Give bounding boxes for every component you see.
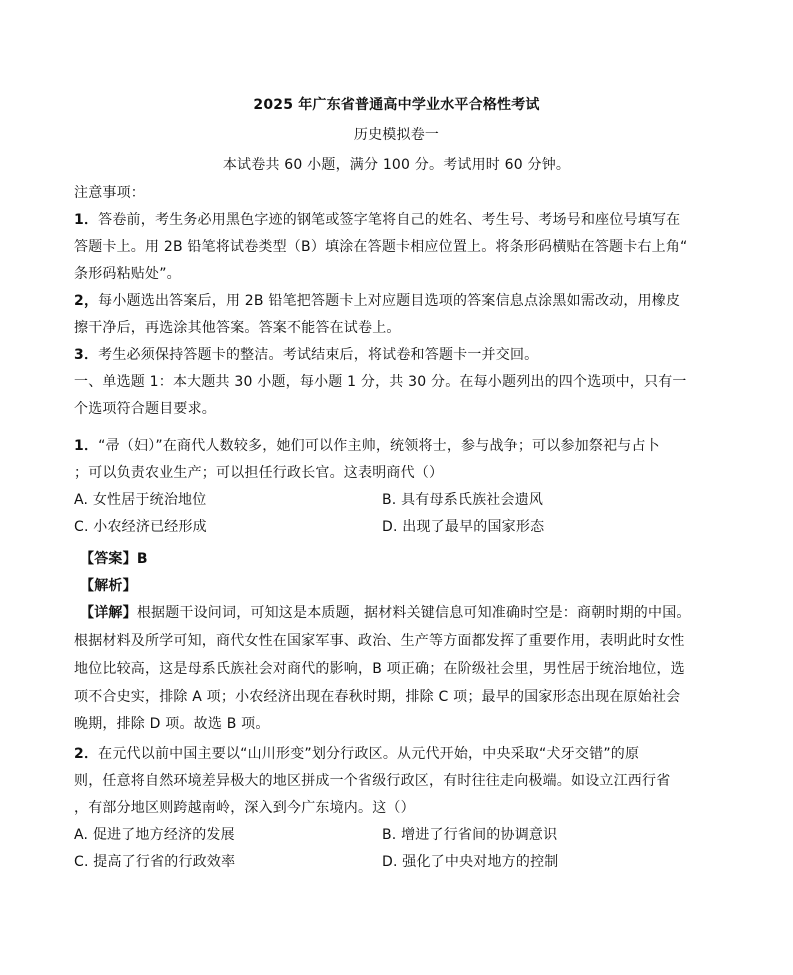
question-1-option-b: B. 具有母系氏族社会遗风 xyxy=(382,492,544,508)
answer-label: 【答案】 xyxy=(80,551,137,567)
question-1-stem-line-2: ；可以负责农业生产；可以担任行政长官。这表明商代（） xyxy=(74,465,444,481)
note-2-text: 每小题选出答案后，用 2B 铅笔把答题卡上对应题目选项的答案信息点涂黑如需改动，用橡皮 xyxy=(98,293,681,309)
detail-label: 【详解】 xyxy=(80,605,137,621)
question-2-number: 2． xyxy=(74,746,99,762)
question-1-stem-line-1 xyxy=(74,437,660,455)
note-1-number: 1． xyxy=(74,212,99,228)
detail-line-5: 晚期，排除 D 项。故选 B 项。 xyxy=(74,716,270,732)
question-2-option-c: C. 提高了行省的行政效率 xyxy=(74,854,236,870)
notes-heading: 注意事项： xyxy=(74,185,145,201)
note-3-number: 3． xyxy=(74,347,99,363)
note-3-line-1 xyxy=(74,346,538,364)
question-1-answer xyxy=(80,550,148,568)
note-1-text: 答卷前，考生务必用黑色字迹的钢笔或签字笔将自己的姓名、考生号、考场号和座位号填写在 xyxy=(98,212,681,228)
note-3-text: 考生必须保持答题卡的整洁。考试结束后，将试卷和答题卡一并交回。 xyxy=(98,347,539,363)
question-2-stem: 在元代以前中国主要以“山川形变”划分行政区。从元代开始，中央采取“犬牙交错”的原 xyxy=(98,746,640,762)
detail-line-4: 项不合史实，排除 A 项；小农经济出现在春秋时期，排除 C 项；最早的国家形态出现在原始社会 xyxy=(74,689,681,705)
question-2-option-b: B. 增进了行省间的协调意识 xyxy=(382,827,558,843)
analysis-label: 【解析】 xyxy=(80,578,137,594)
note-2-number: 2， xyxy=(74,293,99,309)
question-2-option-d: D. 强化了中央对地方的控制 xyxy=(382,854,559,870)
note-1-line-1 xyxy=(74,211,680,229)
question-1-option-a: A. 女性居于统治地位 xyxy=(74,492,207,508)
question-2-stem-line-1 xyxy=(74,745,639,763)
answer-value: B xyxy=(136,551,148,567)
note-2-line-2: 擦干净后，再选涂其他答案。答案不能答在试卷上。 xyxy=(74,320,401,336)
question-1-stem: “帚（妇）”在商代人数较多，她们可以作主帅，统领将士，参与战争；可以参加祭祀与占卜 xyxy=(98,438,660,454)
detail-line-1 xyxy=(80,604,691,622)
detail-line-3: 地位比较高，这是母系氏族社会对商代的影响，B 项正确；在阶级社会里，男性居于统治地位，选 xyxy=(74,661,685,677)
section-heading-line-1: 一、单选题 1：本大题共 30 小题，每小题 1 分，共 30 分。在每小题列出的四个选项中，只有一 xyxy=(74,374,687,390)
note-1-line-2: 答题卡上。用 2B 铅笔将试卷类型（B）填涂在答题卡相应位置上。将条形码横贴在答题卡右上角“ xyxy=(74,239,688,255)
note-1-line-3: 条形码粘贴处”。 xyxy=(74,266,181,282)
detail-line-2: 根据材料及所学可知，商代女性在国家军事、政治、生产等方面都发挥了重要作用，表明此时女性 xyxy=(74,633,685,649)
exam-info: 本试卷共 60 小题，满分 100 分。考试用时 60 分钟。 xyxy=(222,157,571,173)
question-2-stem-line-2: 则，任意将自然环境差异极大的地区拼成一个省级行政区，有时往往走向极端。如设立江西行省 xyxy=(74,773,671,789)
question-1-number: 1． xyxy=(74,438,99,454)
question-1-option-c: C. 小农经济已经形成 xyxy=(74,519,207,535)
detail-text: 根据题干设问词，可知这是本质题，据材料关键信息可知准确时空是：商朝时期的中国。 xyxy=(136,605,691,621)
exam-title: 2025 年广东省普通高中学业水平合格性考试 xyxy=(253,97,540,113)
question-1-option-d: D. 出现了最早的国家形态 xyxy=(382,519,545,535)
section-heading-line-2: 个选项符合题目要求。 xyxy=(74,401,216,417)
question-2-stem-line-3: ，有部分地区则跨越南岭，深入到今广东境内。这（） xyxy=(74,800,415,816)
exam-subtitle: 历史模拟卷一 xyxy=(353,127,440,143)
note-2-line-1 xyxy=(74,292,680,310)
question-2-option-a: A. 促进了地方经济的发展 xyxy=(74,827,235,843)
